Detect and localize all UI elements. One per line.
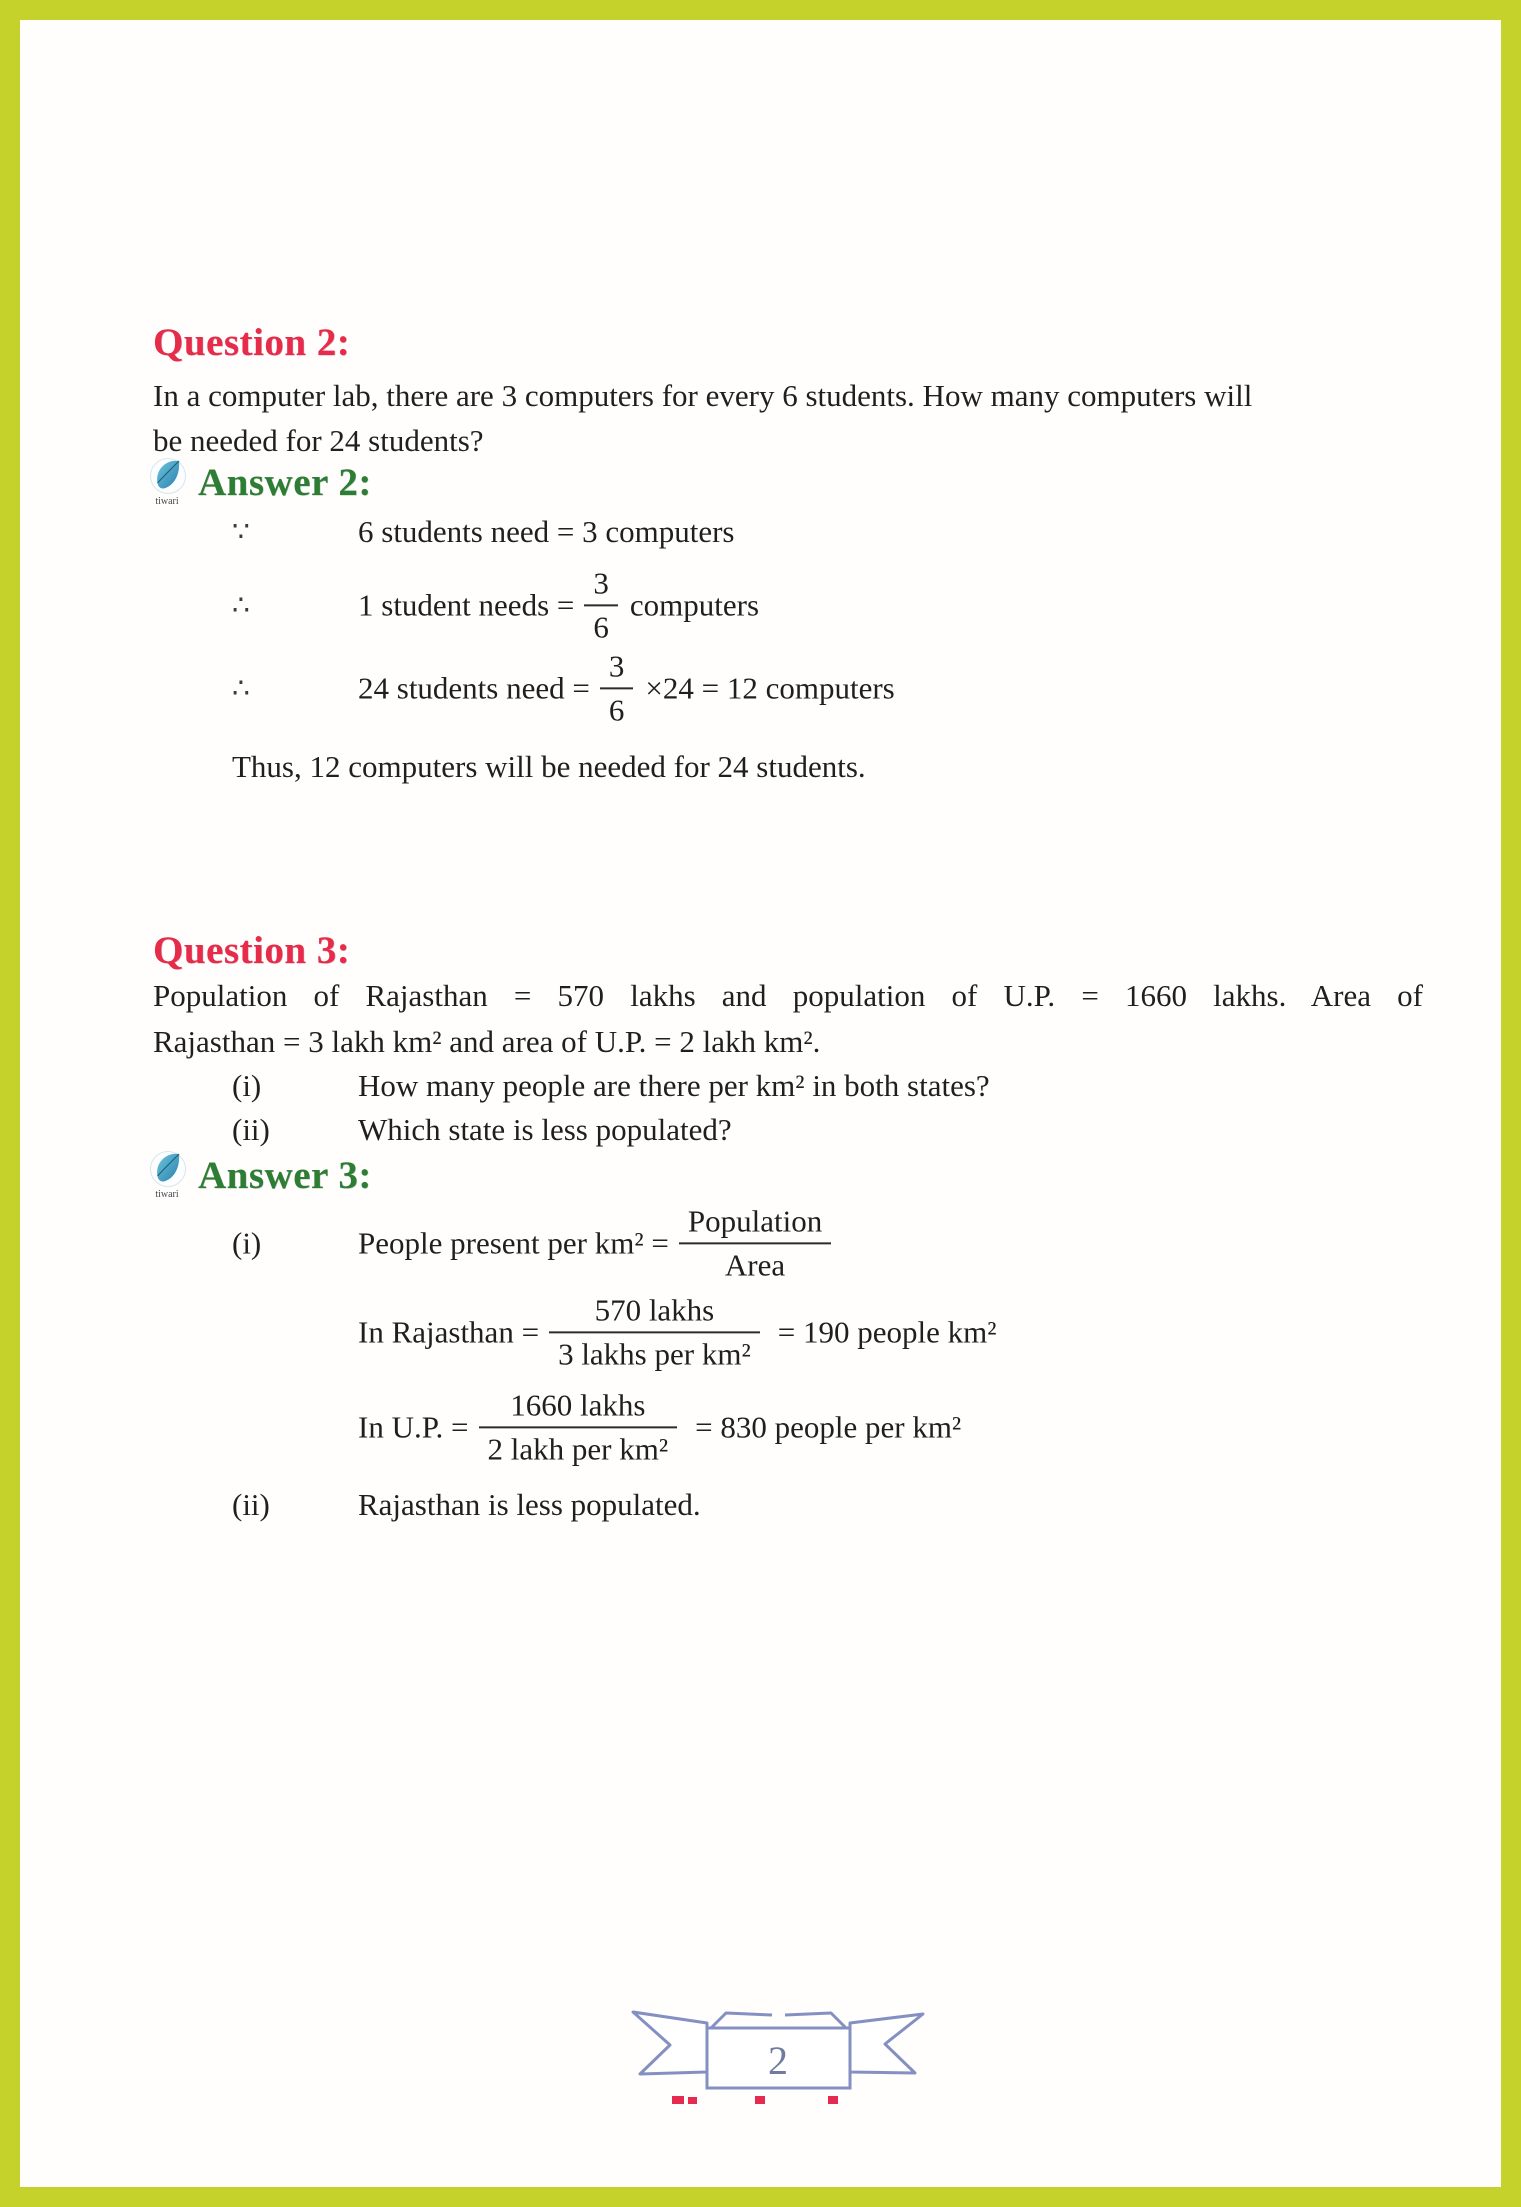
question-3-item-ii (232, 1112, 732, 1148)
answer-2-conclusion (232, 749, 866, 785)
fraction-numerator: Population (679, 1203, 831, 1244)
answer-2-heading: Answer 2: (198, 460, 372, 504)
answer-text: Rajasthan is less populated. (358, 1487, 701, 1522)
fraction-numerator: 3 (600, 648, 634, 689)
answer-2-step-3 (232, 648, 895, 727)
fraction-numerator: 570 lakhs (549, 1292, 760, 1333)
question-3-line-2: Rajasthan = 3 lakh km² and area of U.P. = 2 lakh km². (153, 1024, 821, 1059)
question-3-line-1: Population of Rajasthan = 570 lakhs and population of U.P. = 1660 lakhs. Area of (153, 978, 1423, 1013)
question-3-heading: Question 3: (153, 929, 351, 972)
step-text: 6 students need = 3 computers (358, 514, 735, 549)
equation-text: In U.P. = (358, 1409, 469, 1444)
answer-3-row-up (232, 1387, 961, 1466)
conclusion-text: Thus, 12 computers will be needed for 24 students. (232, 749, 866, 784)
step-text-after: computers (629, 587, 760, 622)
fraction-numerator: 3 (584, 565, 618, 606)
fraction-denominator: 6 (608, 692, 625, 727)
fraction (479, 1387, 678, 1466)
answer-3-row-rajasthan (232, 1292, 997, 1371)
fraction (584, 565, 618, 644)
equation-result: = 830 people per km² (695, 1409, 962, 1444)
equation-text: In Rajasthan = (358, 1314, 540, 1349)
because-symbol: ∵ (232, 517, 250, 548)
fraction-denominator: 2 lakh per km² (487, 1431, 669, 1466)
equation-text: People present per km² = (358, 1225, 669, 1260)
fraction (679, 1203, 831, 1282)
answer-3-heading-row (147, 1150, 372, 1200)
fraction-denominator: 6 (593, 609, 609, 644)
answer-2-step-2 (232, 565, 759, 644)
fraction-denominator: 3 lakhs per km² (558, 1336, 751, 1371)
step-text: 24 students need = (358, 670, 590, 705)
question-2-text (153, 373, 1423, 463)
logo-text: tiwari (155, 496, 179, 507)
item-label: (ii) (232, 1487, 270, 1522)
question-3-text (153, 973, 1423, 1065)
page-number-ribbon (620, 1995, 940, 2123)
question-2-line-1: In a computer lab, there are 3 computers for every 6 students. How many computers will (153, 378, 1253, 413)
answer-3-row-i (232, 1203, 841, 1282)
answer-2-heading-row (147, 457, 372, 507)
question-2-heading: Question 2: (153, 321, 351, 364)
item-label: (i) (232, 1225, 262, 1260)
step-text-after: ×24 = 12 computers (645, 670, 895, 705)
red-dashes-decoration (672, 2096, 838, 2104)
item-label: (i) (232, 1068, 262, 1103)
ribbon-left-tail (633, 2012, 707, 2074)
item-text: Which state is less populated? (358, 1112, 732, 1147)
question-2-line-2: be needed for 24 students? (153, 423, 484, 458)
ribbon-right-tail (850, 2014, 923, 2073)
therefore-symbol: ∴ (232, 673, 250, 704)
fraction (549, 1292, 760, 1371)
step-text: 1 student needs = (358, 587, 575, 622)
tiwari-academy-leaf-logo-icon (147, 1150, 189, 1200)
fraction-numerator: 1660 lakhs (479, 1387, 678, 1428)
tiwari-academy-leaf-logo-icon (147, 457, 189, 507)
page-number: 2 (768, 2038, 788, 2083)
item-text: How many people are there per km² in both states? (358, 1068, 990, 1103)
answer-2-step-1 (232, 514, 735, 550)
answer-3-row-ii (232, 1487, 701, 1523)
answer-3-heading: Answer 3: (198, 1153, 372, 1197)
question-3-item-i (232, 1068, 990, 1104)
fraction (600, 648, 634, 727)
equation-result: = 190 people km² (777, 1314, 997, 1349)
logo-text: tiwari (155, 1189, 179, 1200)
fraction-denominator: Area (724, 1247, 786, 1282)
therefore-symbol: ∴ (232, 590, 250, 621)
item-label: (ii) (232, 1112, 270, 1147)
